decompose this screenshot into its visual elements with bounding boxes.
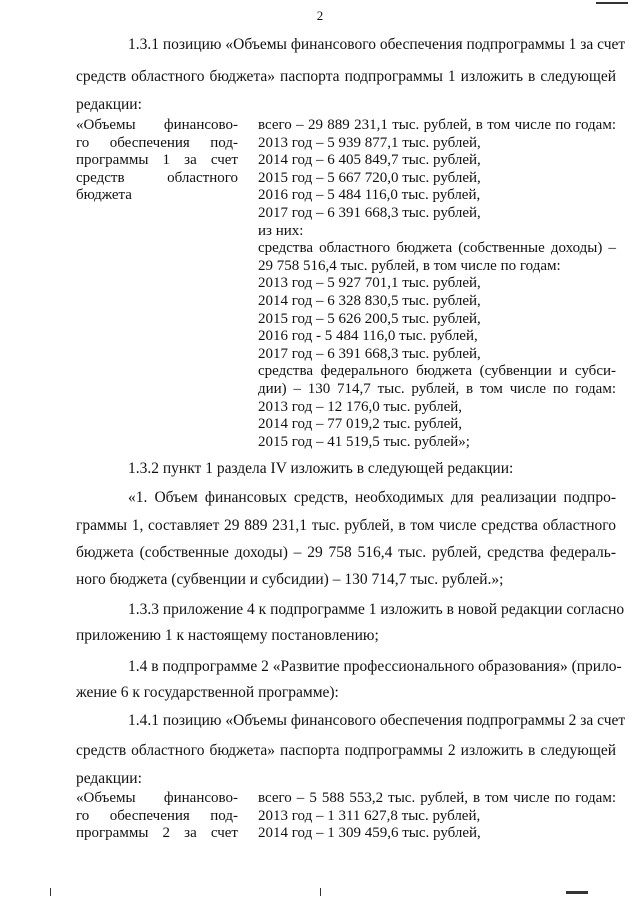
- paragraph-1-4-line-1: 1.4 в подпрограмме 2 «Развитие профессионального образования» (прило-: [128, 658, 622, 675]
- table-1-left-line: го обеспечения под-: [76, 134, 238, 151]
- table-2-left-line: «Объемы финансово-: [76, 790, 238, 806]
- table-1-right-line: средства областного бюджета (собственные доходы) –: [258, 240, 616, 257]
- table-1-right-line: 2014 год – 6 405 849,7 тыс. рублей,: [258, 152, 481, 169]
- table-1-right-line: 2017 год – 6 391 668,3 тыс. рублей,: [258, 204, 481, 221]
- table-1-right-line: дии) – 130 714,7 тыс. рублей, в том числе по годам:: [258, 380, 616, 397]
- table-2-left-line: го обеспечения под-: [76, 807, 238, 824]
- table-1-right-line: 2015 год – 5 667 720,0 тыс. рублей,: [258, 169, 481, 186]
- table-1-right-line: 2013 год – 5 927 701,1 тыс. рублей,: [258, 275, 481, 292]
- paragraph-1-3-2: 1.3.2 пункт 1 раздела IV изложить в следующей редакции:: [128, 460, 514, 477]
- table-2-left-line: программы 2 за счет: [76, 825, 238, 842]
- paragraph-1-3-1-line-2: средств областного бюджета» паспорта подпрограммы 1 изложить в следующей: [76, 68, 616, 85]
- table-1-left-line: «Объемы финансово-: [76, 117, 238, 133]
- table-1-right-line: 29 758 516,4 тыс. рублей, в том числе по годам:: [258, 257, 561, 274]
- table-2-left-column: [76, 790, 238, 843]
- table-1-right-line: 2015 год – 41 519,5 тыс. рублей»;: [258, 433, 470, 450]
- quote-line-1: «1. Объем финансовых средств, необходимых для реализации подпро-: [128, 489, 616, 506]
- quote-line-4: ного бюджета (субвенции и субсидии) – 130 714,7 тыс. рублей.»;: [76, 571, 504, 588]
- table-1-right-line: 2014 год – 6 328 830,5 тыс. рублей,: [258, 292, 481, 309]
- paragraph-1-4-1-line-1: 1.4.1 позицию «Объемы финансового обеспечения подпрограммы 2 за счет: [128, 712, 626, 729]
- scan-mark-bottom-left: [50, 888, 51, 896]
- table-2-right-column: [258, 790, 616, 843]
- table-1-right-line: 2014 год – 77 019,2 тыс. рублей,: [258, 416, 463, 433]
- table-1-left-line: бюджета: [76, 187, 132, 204]
- table-1-right-line: всего – 29 889 231,1 тыс. рублей, в том числе по годам:: [258, 117, 616, 133]
- table-2-right-line: 2013 год – 1 311 627,8 тыс. рублей,: [258, 807, 481, 824]
- scan-mark-top-right: [596, 2, 628, 4]
- quote-line-3: бюджета (собственные доходы) – 29 758 516,4 тыс. рублей, средства федераль-: [76, 544, 616, 561]
- table-1-left-column: [76, 117, 238, 205]
- scan-mark-bottom-mid: [320, 888, 321, 896]
- paragraph-1-4-1-line-3: редакции:: [76, 770, 142, 787]
- quote-line-2: граммы 1, составляет 29 889 231,1 тыс. рублей, в том числе средства областного: [76, 517, 616, 534]
- paragraph-1-4-1-line-2: средств областного бюджета» паспорта подпрограммы 2 изложить в следующей: [76, 742, 616, 759]
- table-1-right-line: 2013 год – 5 939 877,1 тыс. рублей,: [258, 134, 481, 151]
- paragraph-1-3-3-line-2: приложению 1 к настоящему постановлению;: [76, 627, 379, 644]
- table-1-left-line: программы 1 за счет: [76, 152, 238, 169]
- table-1-left-line: средств областного: [76, 169, 238, 186]
- paragraph-1-3-3-line-1: 1.3.3 приложение 4 к подпрограмме 1 изложить в новой редакции согласно: [128, 601, 625, 618]
- table-1-right-line: 2013 год – 12 176,0 тыс. рублей,: [258, 398, 463, 415]
- paragraph-1-3-1-line-3: редакции:: [76, 96, 142, 113]
- table-2-right-line: всего – 5 588 553,2 тыс. рублей, в том числе по годам:: [258, 790, 616, 806]
- table-1-right-line: 2015 год – 5 626 200,5 тыс. рублей,: [258, 310, 481, 327]
- page-number: 2: [316, 8, 324, 23]
- table-1-right-line: 2016 год - 5 484 116,0 тыс. рублей,: [258, 328, 478, 345]
- table-1-right-line: 2016 год – 5 484 116,0 тыс. рублей,: [258, 187, 481, 204]
- table-1-right-line: 2017 год – 6 391 668,3 тыс. рублей,: [258, 345, 481, 362]
- table-1-right-line: средства федерального бюджета (субвенции и субси-: [258, 363, 616, 380]
- table-2-right-line: 2014 год – 1 309 459,6 тыс. рублей,: [258, 825, 481, 842]
- paragraph-1-4-line-2: жение 6 к государственной программе):: [76, 684, 339, 701]
- paragraph-1-3-1-line-1: 1.3.1 позицию «Объемы финансового обеспечения подпрограммы 1 за счет: [128, 36, 626, 53]
- table-1-right-column: [258, 117, 616, 451]
- table-1-right-line: из них:: [258, 222, 304, 239]
- scan-mark-bottom-right: [566, 891, 588, 894]
